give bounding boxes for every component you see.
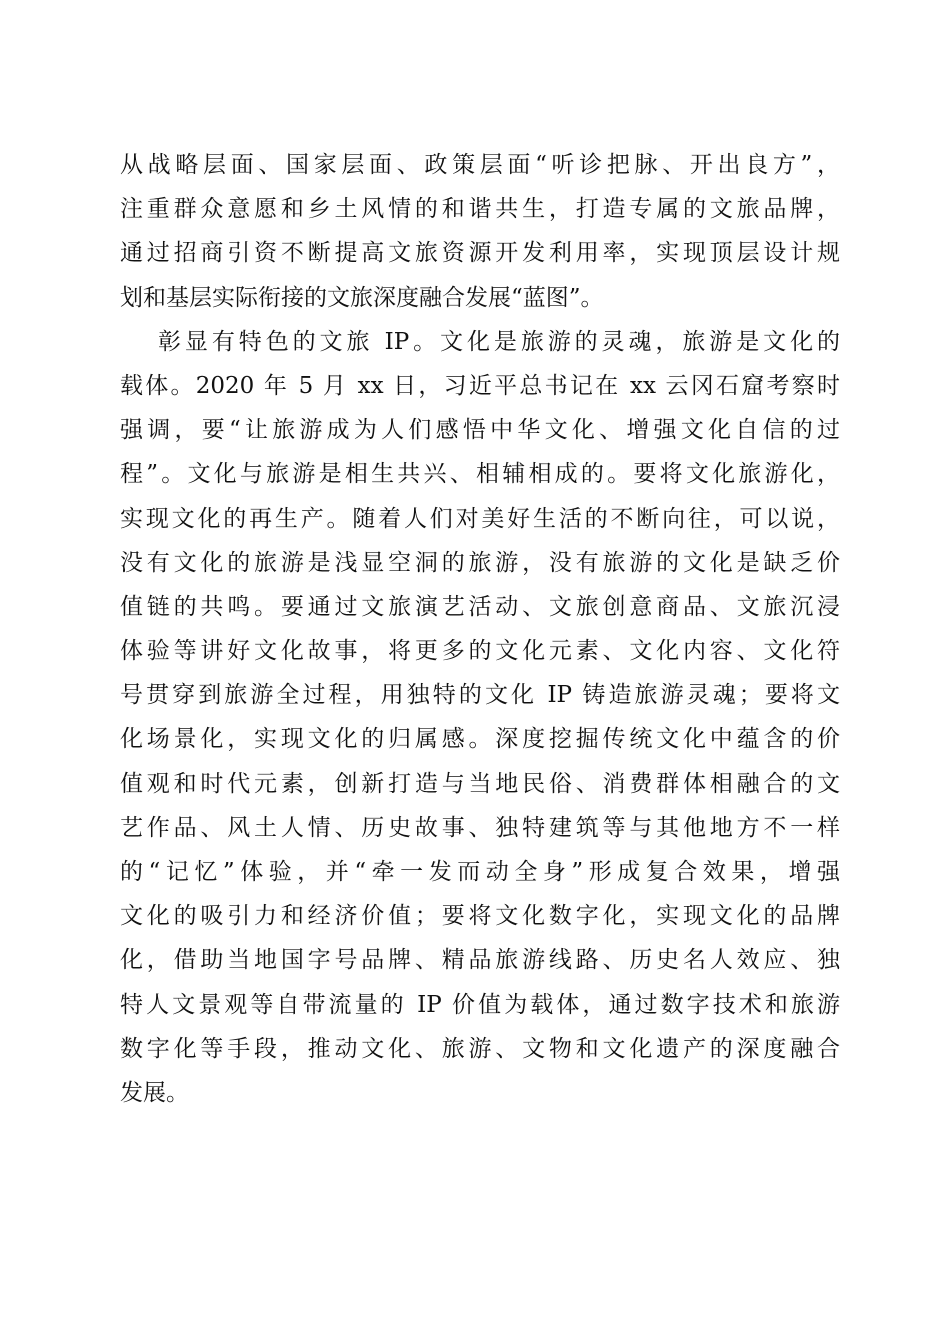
- text-line: 实现文化的再生产。随着人们对美好生活的不断向往，可以说，: [120, 505, 840, 532]
- text-line: 程”。文化与旅游是相生共兴、相辅相成的。要将文化旅游化，: [120, 461, 840, 488]
- text-line: 值链的共鸣。要通过文旅演艺活动、文旅创意商品、文旅沉浸: [120, 593, 840, 620]
- body-text: [120, 143, 840, 1115]
- text-line: 数字化等手段，推动文化、旅游、文物和文化遗产的深度融合: [120, 1035, 840, 1062]
- text-line: 从战略层面、国家层面、政策层面“听诊把脉、开出良方”，: [120, 152, 840, 178]
- text-line: 强调，要“让旅游成为人们感悟中华文化、增强文化自信的过: [120, 417, 840, 444]
- text-line: 注重群众意愿和乡土风情的和谐共生，打造专属的文旅品牌，: [120, 196, 840, 223]
- text-line: 彰显有特色的文旅 IP。文化是旅游的灵魂，旅游是文化的: [158, 328, 840, 355]
- text-line: 特人文景观等自带流量的 IP 价值为载体，通过数字技术和旅游: [120, 991, 840, 1018]
- paragraph-1: [120, 143, 840, 320]
- text-line: 没有文化的旅游是浅显空洞的旅游，没有旅游的文化是缺乏价: [120, 549, 840, 576]
- text-line: 艺作品、风土人情、历史故事、独特建筑等与其他地方不一样: [120, 814, 840, 841]
- text-line: 的“记忆”体验，并“牵一发而动全身”形成复合效果，增强: [120, 859, 840, 885]
- text-line: 划和基层实际衔接的文旅深度融合发展“蓝图”。: [120, 284, 604, 311]
- text-line: 化，借助当地国字号品牌、精品旅游线路、历史名人效应、独: [120, 947, 840, 974]
- text-line: 号贯穿到旅游全过程，用独特的文化 IP 铸造旅游灵魂；要将文: [120, 682, 840, 709]
- paragraph-2: [120, 320, 840, 1115]
- text-line: 发展。: [120, 1079, 189, 1106]
- text-line: 通过招商引资不断提高文旅资源开发利用率，实现顶层设计规: [120, 240, 840, 267]
- text-line: 值观和时代元素，创新打造与当地民俗、消费群体相融合的文: [120, 770, 840, 797]
- text-line: 文化的吸引力和经济价值；要将文化数字化，实现文化的品牌: [120, 903, 840, 930]
- text-line: 体验等讲好文化故事，将更多的文化元素、文化内容、文化符: [120, 638, 840, 665]
- text-line: 载体。2020 年 5 月 xx 日，习近平总书记在 xx 云冈石窟考察时: [120, 372, 840, 399]
- text-line: 化场景化，实现文化的归属感。深度挖掘传统文化中蕴含的价: [120, 726, 840, 753]
